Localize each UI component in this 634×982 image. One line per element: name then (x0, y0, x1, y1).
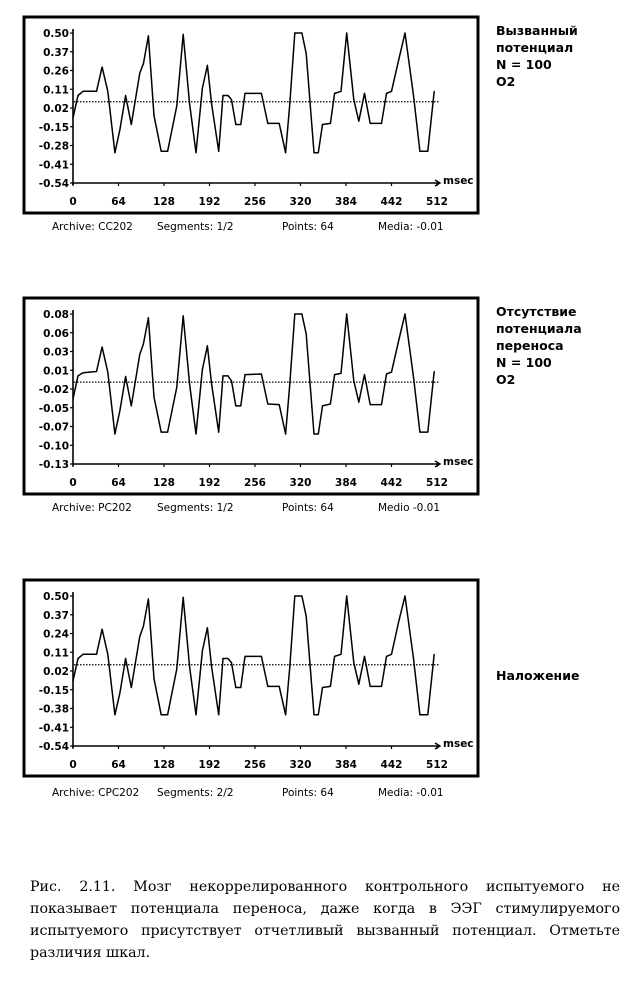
waveform-point (346, 595, 347, 596)
waveform-point (370, 123, 371, 124)
waveform-point (131, 124, 132, 125)
waveform-point (195, 433, 196, 434)
waveform-point (419, 714, 420, 715)
waveform-point (102, 629, 103, 630)
waveform-point (404, 595, 405, 596)
waveform-point (294, 313, 295, 314)
waveform-point (330, 686, 331, 687)
waveform-point (398, 60, 399, 61)
waveform-point (398, 621, 399, 622)
chart-svg (22, 578, 480, 778)
waveform-point (340, 91, 341, 92)
waveform-point (107, 91, 108, 92)
waveform-point (364, 93, 365, 94)
waveform-point (167, 714, 168, 715)
waveform-point (306, 53, 307, 54)
chart-footer-0 (22, 221, 480, 235)
chart-svg (22, 296, 480, 496)
y-tick-label: -0.15 (38, 684, 69, 697)
waveform-point (119, 692, 120, 693)
x-tick-label: 512 (426, 196, 448, 208)
waveform-point (183, 34, 184, 35)
waveform-point (131, 687, 132, 688)
figure-caption: Рис. 2.11. Мозг некоррелированного контрольного испытуемого не показывает потенциала переноса, даже когда в ЭЭГ стимулируемого испытуемого присутствует отчетливый вызванный потенциал. Отметьте различия шкал. (30, 879, 620, 961)
x-tick-label: 512 (426, 477, 448, 489)
y-tick-label: 0.02 (43, 666, 69, 678)
chart-footer-1 (22, 502, 480, 516)
segments-label: Segments: 1/2 (157, 502, 234, 514)
waveform-point (353, 99, 354, 100)
waveform-point (267, 123, 268, 124)
x-tick-label: 0 (69, 477, 77, 489)
points-label: Points: 64 (282, 221, 334, 233)
x-axis-label: msec (443, 738, 474, 750)
waveform-point (148, 598, 149, 599)
waveform-point (189, 383, 190, 384)
y-tick-label: 0.11 (43, 647, 69, 660)
waveform-point (202, 650, 203, 651)
waveform-point (148, 35, 149, 36)
waveform-point (346, 313, 347, 314)
y-tick-label: 0.08 (43, 309, 69, 321)
waveform-point (404, 313, 405, 314)
y-tick-label: 0.26 (43, 65, 69, 78)
waveform-point (143, 626, 144, 627)
waveform-point (413, 658, 414, 659)
waveform-point (227, 375, 228, 376)
x-tick-label: 384 (335, 196, 357, 208)
x-tick-label: 0 (69, 759, 77, 771)
waveform-point (222, 658, 223, 659)
waveform-point (294, 32, 295, 33)
waveform-point (96, 371, 97, 372)
side-line: потенциала (496, 321, 582, 336)
chart-svg (22, 15, 480, 215)
waveform-point (322, 124, 323, 125)
waveform-point (72, 680, 73, 681)
side-line: N = 100 (496, 57, 552, 72)
waveform-point (161, 432, 162, 433)
waveform-point (289, 383, 290, 384)
waveform-point (285, 152, 286, 153)
x-tick-label: 320 (289, 759, 312, 771)
waveform-point (161, 714, 162, 715)
waveform-point (244, 374, 245, 375)
waveform-point (119, 410, 120, 411)
waveform-point (285, 714, 286, 715)
waveform-point (161, 151, 162, 152)
waveform-point (227, 658, 228, 659)
waveform-point (289, 103, 290, 104)
waveform-point (211, 383, 212, 384)
waveform-point (82, 91, 83, 92)
x-tick-label: 0 (69, 196, 77, 208)
waveform-point (189, 666, 190, 667)
waveform-point (261, 656, 262, 657)
waveform-point (189, 103, 190, 104)
side-line: O2 (496, 74, 516, 89)
waveform-point (176, 387, 177, 388)
x-tick-label: 128 (153, 477, 175, 489)
waveform-point (231, 380, 232, 381)
waveform-point (322, 687, 323, 688)
waveform-point (218, 714, 219, 715)
waveform-point (211, 666, 212, 667)
side-label-0 (496, 22, 578, 90)
waveform-point (207, 65, 208, 66)
waveform-point (285, 433, 286, 434)
y-tick-label: 0.50 (43, 591, 69, 603)
waveform-point (334, 374, 335, 375)
archive-label: Archive: CPC202 (52, 787, 140, 799)
waveform-point (125, 376, 126, 377)
waveform-point (334, 93, 335, 94)
waveform-point (340, 654, 341, 655)
waveform-point (427, 151, 428, 152)
waveform-point (114, 152, 115, 153)
waveform-point (318, 433, 319, 434)
waveform-point (231, 99, 232, 100)
waveform-point (330, 123, 331, 124)
waveform-point (77, 658, 78, 659)
media-label: Media: -0.01 (378, 221, 444, 233)
waveform-point (358, 121, 359, 122)
waveform-point (231, 662, 232, 663)
waveform-point (227, 95, 228, 96)
y-tick-label: 0.37 (43, 609, 69, 622)
media-label: Media: -0.01 (378, 787, 444, 799)
side-label-2 (496, 667, 579, 684)
x-axis-label: msec (443, 456, 474, 468)
points-label: Points: 64 (282, 502, 334, 514)
y-tick-label: -0.54 (38, 741, 69, 753)
no-transfer-potential-chart (22, 296, 480, 496)
y-tick-label: 0.37 (43, 46, 69, 59)
waveform-point (427, 432, 428, 433)
waveform-point (148, 317, 149, 318)
waveform-point (77, 95, 78, 96)
y-tick-label: -0.07 (38, 421, 69, 434)
waveform-point (153, 397, 154, 398)
waveform-point (72, 117, 73, 118)
waveform-point (306, 616, 307, 617)
waveform-point (434, 91, 435, 92)
waveform-point (318, 714, 319, 715)
waveform-point (176, 105, 177, 106)
waveform-point (364, 374, 365, 375)
waveform-point (183, 315, 184, 316)
waveform-point (102, 347, 103, 348)
y-tick-label: 0.06 (43, 327, 69, 340)
x-tick-label: 384 (335, 477, 357, 489)
waveform-point (235, 687, 236, 688)
x-tick-label: 512 (426, 759, 448, 771)
waveform-point (125, 95, 126, 96)
y-tick-label: -0.10 (38, 440, 69, 453)
waveform-point (434, 371, 435, 372)
waveform-point (82, 654, 83, 655)
waveform-point (139, 354, 140, 355)
waveform-point (202, 87, 203, 88)
waveform-point (114, 714, 115, 715)
x-tick-label: 442 (380, 196, 403, 208)
x-tick-label: 128 (153, 759, 175, 771)
y-tick-label: 0.24 (43, 628, 69, 641)
y-tick-label: 0.02 (43, 103, 69, 115)
waveform-point (391, 91, 392, 92)
waveform-point (413, 377, 414, 378)
waveform-point (279, 686, 280, 687)
waveform-point (386, 93, 387, 94)
y-tick-label: -0.54 (38, 178, 69, 190)
x-tick-label: 192 (198, 196, 221, 208)
waveform-point (322, 405, 323, 406)
x-tick-label: 64 (111, 196, 126, 208)
x-tick-label: 128 (153, 196, 175, 208)
side-line: потенциал (496, 40, 574, 55)
x-tick-label: 384 (335, 759, 357, 771)
waveform-point (77, 375, 78, 376)
side-line: Вызванный (496, 23, 578, 38)
y-tick-label: -0.15 (38, 121, 69, 134)
waveform-point (207, 627, 208, 628)
side-line: N = 100 (496, 355, 552, 370)
waveform-point (267, 403, 268, 404)
waveform-point (279, 123, 280, 124)
waveform-point (72, 398, 73, 399)
waveform-point (235, 124, 236, 125)
waveform-point (334, 656, 335, 657)
archive-label: Archive: PC202 (52, 502, 132, 514)
y-tick-label: 0.01 (43, 365, 69, 378)
segments-label: Segments: 2/2 (157, 787, 234, 799)
waveform-point (381, 404, 382, 405)
waveform-point (202, 369, 203, 370)
waveform-point (370, 686, 371, 687)
waveform-point (119, 129, 120, 130)
y-tick-label: 0.03 (43, 346, 69, 359)
x-tick-label: 256 (244, 477, 266, 489)
waveform-point (358, 402, 359, 403)
waveform-point (240, 687, 241, 688)
waveform-point (218, 151, 219, 152)
x-tick-label: 256 (244, 759, 266, 771)
waveform-point (102, 66, 103, 67)
side-line: Наложение (496, 668, 580, 683)
waveform-point (195, 152, 196, 153)
y-tick-label: -0.28 (38, 140, 69, 153)
waveform-point (222, 95, 223, 96)
waveform-point (143, 63, 144, 64)
waveform-point (125, 658, 126, 659)
waveform-point (301, 32, 302, 33)
segments-label: Segments: 1/2 (157, 221, 234, 233)
waveform-point (386, 656, 387, 657)
side-line: Отсутствие (496, 304, 577, 319)
y-tick-label: -0.38 (38, 703, 69, 716)
waveform-point (370, 404, 371, 405)
waveform-point (353, 662, 354, 663)
waveform-point (218, 432, 219, 433)
waveform-point (419, 432, 420, 433)
waveform-point (434, 654, 435, 655)
waveform-point (340, 373, 341, 374)
waveform-point (139, 72, 140, 73)
waveform-point (96, 654, 97, 655)
side-line: переноса (496, 338, 564, 353)
waveform-point (240, 405, 241, 406)
waveform-point (267, 686, 268, 687)
y-tick-label: -0.41 (38, 159, 69, 172)
waveform-point (294, 595, 295, 596)
waveform-point (244, 656, 245, 657)
waveform-point (167, 151, 168, 152)
x-tick-label: 64 (111, 759, 126, 771)
waveform-point (398, 340, 399, 341)
x-tick-label: 442 (380, 759, 403, 771)
waveform-point (183, 597, 184, 598)
waveform-point (207, 345, 208, 346)
waveform-point (167, 432, 168, 433)
x-axis-label: msec (443, 175, 474, 187)
waveform-point (413, 95, 414, 96)
waveform-point (289, 666, 290, 667)
waveform-point (261, 93, 262, 94)
y-tick-label: -0.02 (38, 384, 69, 396)
waveform-point (427, 714, 428, 715)
waveform-point (313, 433, 314, 434)
waveform-point (244, 93, 245, 94)
x-tick-label: 64 (111, 477, 126, 489)
waveform-point (346, 32, 347, 33)
y-tick-label: -0.41 (38, 722, 69, 735)
waveform-point (153, 115, 154, 116)
side-line: O2 (496, 372, 516, 387)
y-tick-label: -0.13 (38, 459, 69, 471)
waveform-point (391, 372, 392, 373)
waveform-point (235, 405, 236, 406)
media-label: Medio -0.01 (378, 502, 441, 514)
overlay-chart (22, 578, 480, 778)
waveform-point (381, 123, 382, 124)
archive-label: Archive: CC202 (52, 221, 133, 233)
waveform-point (404, 32, 405, 33)
side-label-1 (496, 303, 582, 388)
waveform-point (306, 333, 307, 334)
waveform-point (139, 636, 140, 637)
waveform-point (301, 595, 302, 596)
waveform-point (391, 654, 392, 655)
waveform-point (330, 403, 331, 404)
x-tick-label: 192 (198, 759, 221, 771)
waveform-point (313, 152, 314, 153)
waveform-point (240, 124, 241, 125)
waveform-point (131, 405, 132, 406)
waveform-point (114, 433, 115, 434)
waveform-point (107, 654, 108, 655)
waveform-point (279, 404, 280, 405)
x-tick-label: 320 (289, 196, 312, 208)
y-tick-label: 0.50 (43, 28, 69, 40)
evoked-potential-chart (22, 15, 480, 215)
points-label: Points: 64 (282, 787, 334, 799)
waveform-point (176, 668, 177, 669)
waveform-point (364, 656, 365, 657)
y-tick-label: 0.11 (43, 84, 69, 97)
waveform-point (381, 686, 382, 687)
waveform-point (318, 152, 319, 153)
waveform-point (153, 678, 154, 679)
waveform-point (143, 343, 144, 344)
chart-footer-2 (22, 787, 480, 801)
waveform-point (358, 684, 359, 685)
waveform-point (107, 372, 108, 373)
x-tick-label: 320 (289, 477, 312, 489)
waveform-point (96, 91, 97, 92)
waveform-point (386, 373, 387, 374)
x-tick-label: 442 (380, 477, 403, 489)
waveform-point (82, 372, 83, 373)
waveform-point (222, 375, 223, 376)
waveform-point (313, 714, 314, 715)
x-tick-label: 192 (198, 477, 221, 489)
waveform-point (195, 714, 196, 715)
y-tick-label: -0.05 (38, 402, 69, 415)
waveform-point (261, 373, 262, 374)
waveform-point (419, 151, 420, 152)
x-tick-label: 256 (244, 196, 266, 208)
waveform-point (301, 313, 302, 314)
waveform-point (211, 103, 212, 104)
waveform-point (353, 380, 354, 381)
